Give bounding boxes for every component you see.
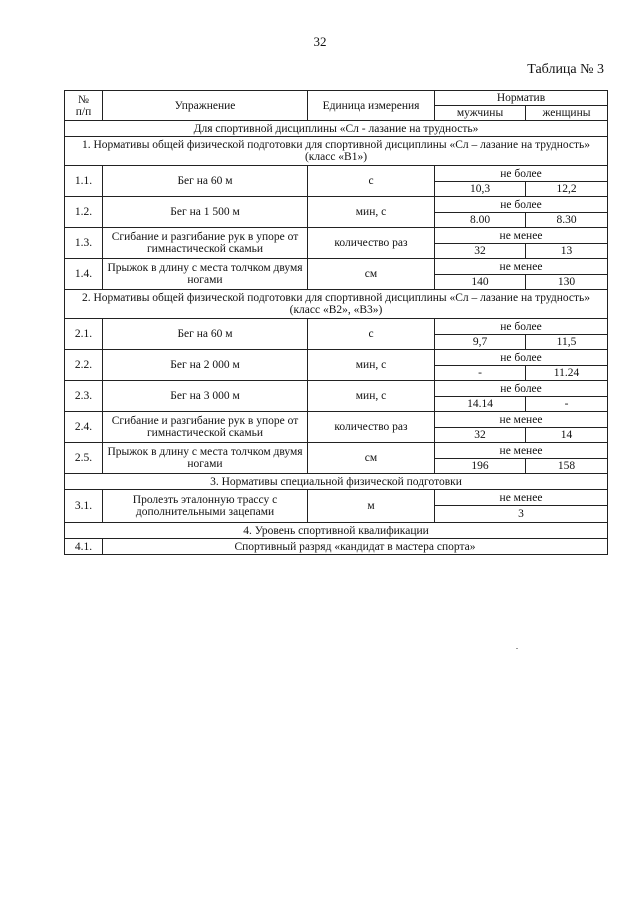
discipline-row: [65, 121, 608, 137]
row-exercise: Бег на 3 000 м: [103, 381, 308, 412]
row-condition: не более: [435, 350, 608, 366]
row-num: 4.1.: [65, 539, 103, 555]
table-row: [65, 259, 608, 275]
col-norm-header: Норматив: [435, 91, 608, 106]
table-row: [65, 197, 608, 213]
value-men: 8.00: [435, 213, 526, 228]
row-unit: м: [308, 490, 435, 523]
qualification-text: Спортивный разряд «кандидат в мастера спорта»: [103, 539, 608, 555]
row-exercise: Пролезть эталонную трассу с дополнительными зацепами: [103, 490, 308, 523]
row-exercise: Бег на 60 м: [103, 319, 308, 350]
scan-speck: [516, 648, 518, 649]
row-unit: количество раз: [308, 412, 435, 443]
row-num: 3.1.: [65, 490, 103, 523]
row-unit: с: [308, 319, 435, 350]
value-men: 140: [435, 275, 526, 290]
row-num: 2.4.: [65, 412, 103, 443]
row-condition: не более: [435, 381, 608, 397]
value-women: 13: [526, 244, 608, 259]
value-women: 130: [526, 275, 608, 290]
table-row: [65, 443, 608, 459]
row-condition: не менее: [435, 490, 608, 506]
table-row: [65, 228, 608, 244]
discipline-title: Для спортивной дисциплины «Сл - лазание на трудность»: [65, 121, 608, 137]
section-title: 1. Нормативы общей физической подготовки для спортивной дисциплины «Сл – лазание на трудность» (класс «В1»): [65, 137, 608, 166]
value-merged: 3: [435, 506, 608, 523]
row-unit: с: [308, 166, 435, 197]
section-row: [65, 523, 608, 539]
table-row: [65, 319, 608, 335]
norms-table: [64, 90, 608, 555]
table-row: [65, 412, 608, 428]
row-exercise: Прыжок в длину с места толчком двумя ногами: [103, 443, 308, 474]
value-women: 11.24: [526, 366, 608, 381]
table-row: [65, 539, 608, 555]
row-condition: не более: [435, 319, 608, 335]
col-women-header: женщины: [526, 106, 608, 121]
table-caption: Таблица № 3: [527, 62, 604, 77]
row-unit: мин, с: [308, 381, 435, 412]
col-unit-header: Единица измерения: [308, 91, 435, 121]
row-num: 1.3.: [65, 228, 103, 259]
section-row: [65, 137, 608, 166]
col-num-header: № п/п: [65, 91, 103, 121]
value-men: 32: [435, 244, 526, 259]
value-men: 9,7: [435, 335, 526, 350]
col-exercise-header: Упражнение: [103, 91, 308, 121]
value-women: 158: [526, 459, 608, 474]
row-exercise: Прыжок в длину с места толчком двумя ногами: [103, 259, 308, 290]
value-women: 11,5: [526, 335, 608, 350]
section-title: 4. Уровень спортивной квалификации: [65, 523, 608, 539]
row-exercise: Сгибание и разгибание рук в упоре от гимнастической скамьи: [103, 228, 308, 259]
value-women: 14: [526, 428, 608, 443]
row-exercise: Сгибание и разгибание рук в упоре от гимнастической скамьи: [103, 412, 308, 443]
row-unit: см: [308, 259, 435, 290]
value-men: 14.14: [435, 397, 526, 412]
row-condition: не менее: [435, 259, 608, 275]
table-row: [65, 381, 608, 397]
row-unit: см: [308, 443, 435, 474]
row-condition: не менее: [435, 412, 608, 428]
section-row: [65, 290, 608, 319]
row-condition: не менее: [435, 228, 608, 244]
row-exercise: Бег на 1 500 м: [103, 197, 308, 228]
table-row: [65, 350, 608, 366]
row-num: 2.5.: [65, 443, 103, 474]
row-num: 1.1.: [65, 166, 103, 197]
value-women: 8.30: [526, 213, 608, 228]
section-title: 2. Нормативы общей физической подготовки для спортивной дисциплины «Сл – лазание на трудность» (класс «В2», «В3»): [65, 290, 608, 319]
value-men: 10,3: [435, 182, 526, 197]
row-unit: мин, с: [308, 350, 435, 381]
row-unit: мин, с: [308, 197, 435, 228]
row-num: 2.3.: [65, 381, 103, 412]
row-num: 2.2.: [65, 350, 103, 381]
row-condition: не более: [435, 166, 608, 182]
page-number: 32: [313, 34, 327, 49]
row-exercise: Бег на 2 000 м: [103, 350, 308, 381]
row-num: 1.4.: [65, 259, 103, 290]
value-men: -: [435, 366, 526, 381]
value-women: -: [526, 397, 608, 412]
row-condition: не менее: [435, 443, 608, 459]
header-row: [65, 91, 608, 106]
table-row: [65, 490, 608, 506]
value-women: 12,2: [526, 182, 608, 197]
row-exercise: Бег на 60 м: [103, 166, 308, 197]
table-row: [65, 166, 608, 182]
value-men: 196: [435, 459, 526, 474]
row-num: 1.2.: [65, 197, 103, 228]
value-men: 32: [435, 428, 526, 443]
section-title: 3. Нормативы специальной физической подготовки: [65, 474, 608, 490]
section-row: [65, 474, 608, 490]
row-condition: не более: [435, 197, 608, 213]
row-num: 2.1.: [65, 319, 103, 350]
row-unit: количество раз: [308, 228, 435, 259]
col-men-header: мужчины: [435, 106, 526, 121]
